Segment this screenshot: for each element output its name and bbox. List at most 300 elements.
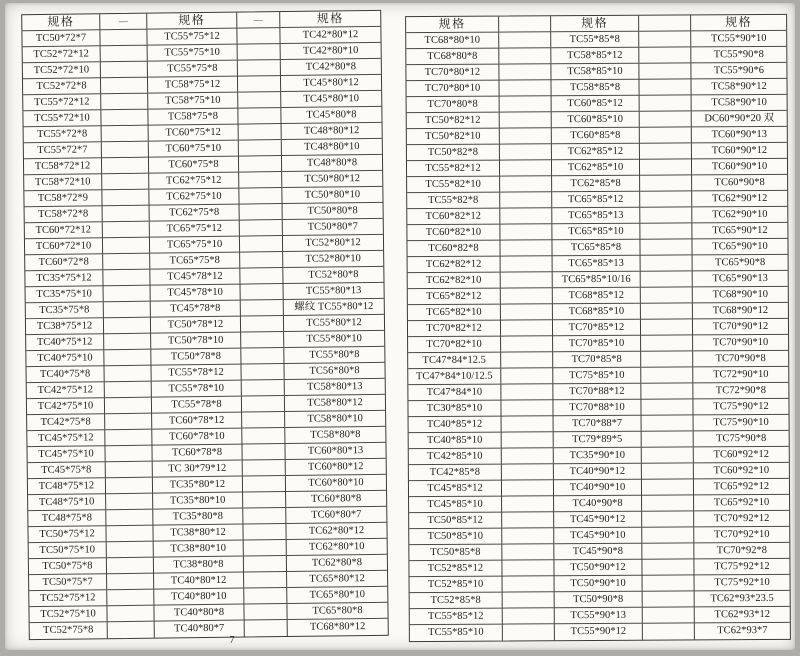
empty-cell (641, 303, 692, 319)
spec-cell: TC55*82*12 (407, 161, 499, 178)
empty-cell (101, 78, 147, 95)
spec-cell: TC52*75*10 (29, 606, 106, 623)
spec-cell: TC50*82*12 (407, 113, 499, 130)
spec-cell: TC65*85*13 (552, 208, 639, 225)
empty-cell (502, 496, 553, 512)
spec-cell: TC30*85*10 (408, 401, 500, 418)
spec-cell: TC40*80*7 (174, 622, 225, 635)
spec-cell: TC55*82*10 (407, 177, 499, 194)
empty-cell (105, 382, 151, 399)
spec-cell: TC68*80*8 (406, 49, 498, 66)
spec-cell: TC68*80*12 (309, 621, 366, 633)
spec-cell: TC62*80*8 (287, 555, 387, 572)
empty-cell (108, 622, 154, 639)
spec-cell: TC70*85*10 (553, 336, 640, 353)
spec-cell: TC50*75*12 (28, 526, 105, 543)
empty-cell (244, 604, 286, 621)
empty-cell (642, 495, 693, 511)
spec-cell: TC52*85*8 (410, 593, 502, 610)
spec-cell: TC55*72*12 (23, 94, 100, 111)
empty-cell (244, 572, 286, 589)
spec-cell: TC50*80*10 (282, 187, 382, 204)
empty-cell (245, 620, 287, 637)
empty-cell (501, 400, 552, 416)
empty-cell (242, 412, 284, 429)
spec-column (551, 16, 643, 641)
spec-cell: TC45*75*8 (28, 462, 105, 479)
spec-cell: TC68*85*12 (553, 288, 640, 305)
spec-cell: TC55*75*8 (148, 61, 237, 78)
spec-cell: TC60*72*12 (25, 222, 102, 239)
empty-cell (501, 288, 552, 304)
empty-cell (643, 623, 694, 639)
empty-cell (500, 128, 551, 144)
spec-cell: TC58*90*12 (691, 79, 786, 96)
empty-cell (640, 143, 691, 159)
empty-cell (641, 351, 692, 367)
empty-cell (104, 350, 150, 367)
spec-cell: TC55*80*10 (284, 331, 384, 348)
spec-cell: TC70*80*12 (406, 65, 498, 82)
spec-cell: TC60*75*10 (149, 141, 238, 158)
spec-cell: TC50*78*8 (151, 349, 240, 366)
spec-cell: TC65*75*8 (150, 253, 239, 270)
spec-cell: TC48*80*8 (282, 155, 382, 172)
spec-column (280, 11, 388, 636)
empty-cell (102, 142, 148, 159)
empty-cell (240, 252, 282, 269)
empty-cell (643, 607, 694, 623)
spec-cell: TC60*90*12 (692, 143, 787, 160)
empty-cell (502, 512, 553, 528)
empty-cell (243, 508, 285, 525)
spec-cell: TC52*80*8 (283, 267, 383, 284)
spec-cell: TC62*80*10 (287, 539, 387, 556)
spec-cell: TC50*78*12 (151, 317, 240, 334)
spec-cell: TC75*90*8 (694, 431, 789, 448)
spec-cell: TC55*80*8 (284, 347, 384, 364)
empty-cell (501, 352, 552, 368)
spec-cell: TC75*92*10 (695, 575, 790, 592)
empty-cell (641, 319, 692, 335)
empty-cell (238, 108, 280, 125)
spec-cell: TC70*92*10 (694, 527, 789, 544)
empty-column (499, 16, 555, 640)
empty-cell (238, 60, 280, 77)
spec-cell: TC65*90*8 (693, 255, 788, 272)
spec-cell: TC60*80*8 (286, 491, 386, 508)
spec-cell: TC60*80*12 (286, 459, 386, 476)
spec-cell: TC48*75*8 (28, 510, 105, 527)
empty-cell (243, 492, 285, 509)
spec-cell: TC50*90*10 (555, 576, 642, 593)
empty-column (100, 14, 155, 639)
empty-cell (237, 28, 279, 45)
spec-cell: TC58*75*10 (148, 93, 237, 110)
spec-cell: TC65*85*8 (552, 240, 639, 257)
empty-cell (244, 556, 286, 573)
spec-cell: TC52*72*10 (23, 62, 100, 79)
empty-cell (640, 207, 691, 223)
empty-cell (101, 62, 147, 79)
empty-cell (500, 96, 551, 112)
empty-cell (642, 463, 693, 479)
spec-cell: TC35*75*12 (25, 270, 102, 287)
spec-cell: TC60*82*10 (407, 225, 499, 242)
spec-cell: TC60*82*8 (407, 241, 499, 258)
spec-cell: TC62*85*8 (552, 176, 639, 193)
empty-cell (499, 64, 550, 80)
spec-cell: TC40*90*10 (554, 480, 641, 497)
empty-cell (107, 574, 153, 591)
empty-cell (106, 526, 152, 543)
spec-cell: TC62*85*10 (552, 160, 639, 177)
spec-cell: TC60*92*12 (694, 447, 789, 464)
empty-cell (105, 430, 151, 447)
spec-cell: TC70*88*10 (553, 400, 640, 417)
spec-cell: TC55*78*12 (151, 365, 240, 382)
empty-cell (103, 270, 149, 287)
spec-cell: TC60*75*8 (149, 157, 238, 174)
empty-cell (501, 336, 552, 352)
empty-cell (102, 190, 148, 207)
empty-cell (499, 80, 550, 96)
spec-cell: TC58*72*9 (24, 190, 101, 207)
spec-cell: TC50*75*8 (29, 558, 106, 575)
spec-cell: TC60*78*10 (152, 429, 241, 446)
empty-cell (642, 447, 693, 463)
spec-cell: TC45*78*8 (151, 301, 240, 318)
spec-cell: TC52*85*12 (409, 561, 501, 578)
empty-cell (500, 176, 551, 192)
spec-cell: TC65*80*8 (287, 603, 387, 620)
empty-cell (105, 414, 151, 431)
empty-cell (640, 127, 691, 143)
empty-cell (640, 191, 691, 207)
column-header: 规格 (691, 15, 786, 32)
spec-cell: TC58*72*10 (24, 174, 101, 191)
empty-cell (503, 624, 554, 640)
spec-cell: TC45*90*10 (554, 528, 641, 545)
empty-cell (500, 240, 551, 256)
empty-cell (500, 112, 551, 128)
spec-cell: TC55*90*13 (555, 608, 642, 625)
empty-cell (501, 304, 552, 320)
spec-cell: TC62*93*7 (717, 624, 768, 637)
spec-cell: TC58*75*8 (148, 109, 237, 126)
spec-cell: TC50*85*8 (409, 545, 501, 562)
empty-cell (501, 368, 552, 384)
spec-cell: TC65*92*12 (694, 479, 789, 496)
spec-cell: TC55*75*12 (147, 29, 236, 46)
empty-cell (241, 364, 283, 381)
empty-cell (643, 575, 694, 591)
spec-cell: TC52*80*10 (283, 251, 383, 268)
spec-column (22, 14, 108, 639)
spec-cell: TC62*82*10 (408, 273, 500, 290)
spec-cell: TC52*80*12 (283, 235, 383, 252)
spec-cell: TC65*85*13 (553, 256, 640, 273)
empty-cell (641, 255, 692, 271)
empty-cell (642, 511, 693, 527)
empty-cell (640, 239, 691, 255)
spec-cell: TC50*75*10 (29, 542, 106, 559)
spec-cell: TC56*80*8 (284, 363, 384, 380)
spec-cell: TC75*85*10 (553, 368, 640, 385)
column-header: 规格 (406, 17, 498, 34)
spec-cell: TC58*80*10 (285, 411, 385, 428)
spec-cell: TC65*90*12 (692, 223, 787, 240)
empty-cell (502, 544, 553, 560)
empty-cell (241, 284, 283, 301)
spec-cell: TC 30*79*12 (153, 461, 242, 478)
empty-cell (107, 590, 153, 607)
spec-cell: TC45*80*10 (281, 91, 381, 108)
empty-cell (640, 175, 691, 191)
spec-cell: TC58*80*13 (285, 379, 385, 396)
spec-cell: TC38*75*12 (26, 318, 103, 335)
empty-cell (104, 286, 150, 303)
empty-cell (105, 398, 151, 415)
empty-cell (103, 238, 149, 255)
empty-cell (642, 527, 693, 543)
spec-cell: TC58*80*8 (285, 427, 385, 444)
empty-cell (502, 480, 553, 496)
spec-cell: TC42*75*12 (27, 382, 104, 399)
spec-cell: TC60*85*8 (552, 128, 639, 145)
empty-cell (640, 223, 691, 239)
spec-cell: TC55*78*8 (152, 397, 241, 414)
spec-cell: TC50*72*7 (22, 30, 99, 47)
empty-cell (500, 144, 551, 160)
empty-cell (641, 367, 692, 383)
empty-cell (244, 588, 286, 605)
spec-cell: TC60*78*12 (152, 413, 241, 430)
spec-cell: TC58*80*12 (285, 395, 385, 412)
empty-cell (104, 366, 150, 383)
spec-cell: TC50*80*7 (283, 219, 383, 236)
empty-cell (239, 124, 281, 141)
spec-cell: TC55*72*10 (23, 110, 100, 127)
spec-cell: TC40*90*12 (554, 464, 641, 481)
spec-cell: TC79*89*5 (554, 432, 641, 449)
empty-cell (641, 287, 692, 303)
empty-cell (241, 332, 283, 349)
empty-cell (104, 302, 150, 319)
spec-cell: TC58*72*8 (25, 206, 102, 223)
column-header: 规格 (22, 14, 99, 31)
spec-cell: TC40*90*8 (554, 496, 641, 513)
spec-cell: TC50*78*10 (151, 333, 240, 350)
spec-cell: TC35*80*12 (153, 477, 242, 494)
empty-cell (242, 380, 284, 397)
empty-cell (640, 111, 691, 127)
spec-cell: TC72*90*10 (693, 367, 788, 384)
spec-cell: TC40*85*12 (409, 417, 501, 434)
empty-cell (642, 431, 693, 447)
spec-cell: TC35*80*10 (153, 493, 242, 510)
spec-cell: TC58*85*12 (551, 48, 638, 65)
empty-cell (100, 30, 146, 47)
spec-cell: TC50*85*12 (409, 513, 501, 530)
spec-cell: TC55*85*8 (551, 32, 638, 49)
spec-cell: TC70*88*7 (554, 416, 641, 433)
empty-cell (240, 236, 282, 253)
empty-cell (640, 159, 691, 175)
spec-cell: TC40*80*8 (154, 605, 243, 622)
empty-cell (101, 110, 147, 127)
spec-cell: TC45*75*12 (27, 430, 104, 447)
empty-cell (238, 76, 280, 93)
spec-cell: TC60*85*12 (552, 96, 639, 113)
spec-cell: TC60*90*10 (692, 159, 787, 176)
spec-cell: TC65*85*10/16 (553, 272, 640, 289)
spec-cell: TC70*85*8 (553, 352, 640, 369)
spec-cell: TC65*82*12 (408, 289, 500, 306)
empty-cell (242, 396, 284, 413)
empty-cell (102, 158, 148, 175)
spec-cell: TC62*75*10 (149, 189, 238, 206)
spec-cell: TC42*80*8 (281, 59, 381, 76)
spec-cell: TC55*90*12 (570, 625, 627, 638)
spec-cell: TC75*90*12 (693, 399, 788, 416)
empty-column (237, 12, 288, 636)
spec-cell: TC58*90*10 (692, 95, 787, 112)
empty-cell (106, 494, 152, 511)
spec-cell: TC45*90*8 (554, 544, 641, 561)
empty-cell (642, 559, 693, 575)
column-header (499, 16, 550, 32)
empty-cell (639, 31, 690, 47)
empty-cell (501, 272, 552, 288)
column-header (639, 15, 690, 31)
empty-cell (500, 224, 551, 240)
spec-cell: TC47*84*10/12.5 (408, 369, 500, 386)
spec-cell: TC65*82*10 (408, 305, 500, 322)
spec-cell: TC47*84*12.5 (408, 353, 500, 370)
spec-cell: TC50*85*10 (409, 529, 501, 546)
spec-cell: TC35*80*8 (153, 509, 242, 526)
spec-cell: TC38*80*8 (154, 557, 243, 574)
spec-cell: TC55*90*8 (691, 47, 786, 64)
empty-cell (107, 558, 153, 575)
spec-column (147, 13, 245, 638)
empty-cell (107, 606, 153, 623)
empty-cell (105, 446, 151, 463)
spec-cell: TC50*75*7 (29, 574, 106, 591)
spec-cell: TC70*90*10 (693, 335, 788, 352)
empty-cell (101, 46, 147, 63)
spec-cell: TC52*85*10 (410, 577, 502, 594)
column-header: 规格 (280, 11, 380, 28)
empty-cell (106, 510, 152, 527)
spec-cell: TC52*72*8 (23, 78, 100, 95)
empty-cell (642, 479, 693, 495)
empty-cell (239, 188, 281, 205)
spec-cell: TC58*72*12 (24, 158, 101, 175)
empty-cell (241, 300, 283, 317)
empty-cell (103, 254, 149, 271)
spec-cell: TC60*82*12 (407, 209, 499, 226)
spec-cell: TC58*85*10 (551, 64, 638, 81)
spec-cell: TC42*80*10 (281, 43, 381, 60)
spec-cell: TC75*90*10 (694, 415, 789, 432)
empty-cell (243, 460, 285, 477)
spec-cell: TC45*80*12 (281, 75, 381, 92)
spec-cell: TC50*82*10 (407, 129, 499, 146)
empty-cell (101, 94, 147, 111)
spec-cell: TC68*85*10 (553, 304, 640, 321)
spec-cell: TC55*78*10 (152, 381, 241, 398)
empty-cell (240, 220, 282, 237)
spec-cell: 螺纹 TC55*80*12 (284, 299, 384, 316)
spec-cell: TC42*75*10 (27, 398, 104, 415)
spec-cell: TC42*85*10 (409, 449, 501, 466)
spec-cell: TC60*72*8 (25, 254, 102, 271)
spec-cell: TC50*90*8 (555, 592, 642, 609)
empty-cell (640, 95, 691, 111)
spec-cell: TC60*90*13 (692, 127, 787, 144)
spec-table-right (405, 14, 791, 642)
empty-cell (106, 478, 152, 495)
spec-cell: TC55*80*13 (284, 283, 384, 300)
column-header: 规格 (147, 13, 236, 30)
page-number: 7 (229, 635, 235, 646)
empty-cell (500, 160, 551, 176)
empty-cell (239, 156, 281, 173)
column-header: — (100, 14, 146, 31)
empty-cell (242, 428, 284, 445)
spec-cell: TC45*90*12 (554, 512, 641, 529)
spec-cell: TC70*85*12 (553, 320, 640, 337)
empty-cell (243, 476, 285, 493)
column-header: 规格 (551, 16, 638, 33)
empty-cell (238, 44, 280, 61)
empty-cell (641, 335, 692, 351)
empty-cell (107, 542, 153, 559)
empty-cell (502, 448, 553, 464)
empty-cell (642, 415, 693, 431)
spec-cell: TC42*75*8 (27, 414, 104, 431)
empty-cell (641, 271, 692, 287)
spec-cell: TC62*93*12 (695, 607, 790, 624)
empty-cell (639, 79, 690, 95)
spec-cell: TC70*88*12 (553, 384, 640, 401)
spec-cell: TC35*90*10 (554, 448, 641, 465)
spec-cell: TC62*90*10 (692, 207, 787, 224)
empty-cell (239, 172, 281, 189)
spec-cell: TC45*80*8 (281, 107, 381, 124)
spec-cell: TC62*75*12 (149, 173, 238, 190)
spec-cell: TC48*80*12 (282, 123, 382, 140)
column-header: — (237, 12, 279, 29)
empty-cell (639, 63, 690, 79)
spec-cell: TC50*82*8 (407, 145, 499, 162)
spec-column (406, 17, 503, 642)
spec-cell: TC65*80*12 (287, 571, 387, 588)
empty-cell (503, 576, 554, 592)
empty-cell (241, 348, 283, 365)
spec-cell: TC75*92*12 (694, 559, 789, 576)
spec-cell: TC45*78*12 (150, 269, 239, 286)
empty-cell (106, 462, 152, 479)
empty-cell (641, 399, 692, 415)
spec-cell: TC58*85*8 (551, 80, 638, 97)
spec-cell: TC58*75*12 (148, 77, 237, 94)
spec-cell: TC60*90*8 (692, 175, 787, 192)
spec-cell: TC60*78*8 (152, 445, 241, 462)
spec-cell: TC42*85*8 (409, 465, 501, 482)
